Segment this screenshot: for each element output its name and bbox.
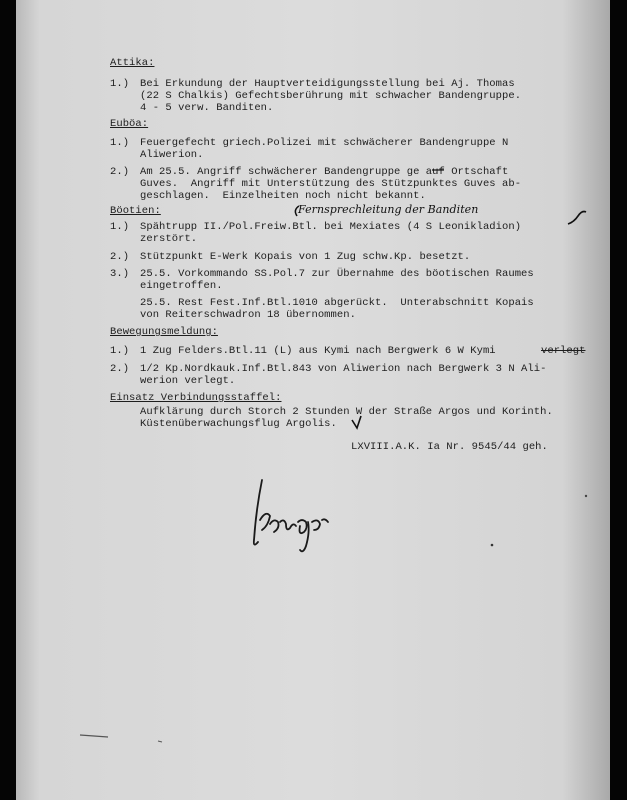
section-heading-boeotien: Böotien: — [110, 205, 161, 217]
section-heading-bewegung: Bewegungsmeldung: — [110, 326, 218, 338]
item-text: Küstenüberwachungsflug Argolis. — [140, 418, 337, 430]
item-text: 4 - 5 verw. Banditen. — [140, 102, 274, 114]
item-number: 2.) — [110, 166, 130, 178]
item-text: 1/2 Kp.Nordkauk.Inf.Btl.843 von Aliwerion nach Bergwerk 3 N Ali- — [140, 363, 547, 375]
item-number: 1.) — [110, 345, 130, 357]
item-number: 1.) — [110, 137, 130, 149]
item-text: Stützpunkt E-Werk Kopais von 1 Zug schw.Kp. besetzt. — [140, 251, 471, 263]
item-text: Spähtrupp II./Pol.Freiw.Btl. bei Mexiates (4 S Leonikladion) — [140, 221, 522, 233]
signature — [16, 0, 610, 800]
item-number: 2.) — [110, 251, 130, 263]
item-text: von Reiterschwadron 18 übernommen. — [140, 309, 356, 321]
item-text: eingetroffen. — [140, 280, 223, 292]
item-number: 1.) — [110, 78, 130, 90]
item-text: 1 Zug Felders.Btl.11 (L) aus Kymi nach Bergwerk 6 W Kymi — [140, 345, 496, 357]
item-text: zerstört. — [140, 233, 198, 245]
item-text: werion verlegt. — [140, 375, 236, 387]
item-number: 2.) — [110, 363, 130, 375]
item-text: Bei Erkundung der Hauptverteidigungsstellung bei Aj. Thomas — [140, 78, 515, 90]
item-text: 25.5. Vorkommando SS.Pol.7 zur Übernahme des böotischen Raumes — [140, 268, 534, 280]
item-text: Feuergefecht griech.Polizei mit schwächerer Bandengruppe N — [140, 137, 509, 149]
handwritten-insert: Fernsprechleitung der Banditen — [298, 203, 479, 216]
document-page — [16, 0, 610, 800]
item-number: 1.) — [110, 221, 130, 233]
item-text: Guves. Angriff mit Unterstützung des Stützpunktes Guves ab- — [140, 178, 522, 190]
item-text: Am 25.5. Angriff schwächerer Bandengruppe ge auf Ortschaft — [140, 166, 509, 178]
reference-number: LXVIII.A.K. Ia Nr. 9545/44 geh. — [351, 441, 548, 453]
section-heading-euboea: Euböa: — [110, 118, 149, 130]
item-number: 3.) — [110, 268, 130, 280]
item-text: geschlagen. Einzelheiten noch nicht bekannt. — [140, 190, 426, 202]
item-text: Aliwerion. — [140, 149, 204, 161]
item-text: 25.5. Rest Fest.Inf.Btl.1010 abgerückt. Unterabschnitt Kopais — [140, 297, 534, 309]
item-text: (22 S Chalkis) Gefechtsberührung mit schwacher Bandengruppe. — [140, 90, 522, 102]
item-text: Aufklärung durch Storch 2 Stunden W der Straße Argos und Korinth. — [140, 406, 553, 418]
section-heading-einsatz: Einsatz Verbindungsstaffel: — [110, 392, 282, 404]
section-heading-attika: Attika: — [110, 57, 155, 69]
struck-word: verlegt — [541, 345, 586, 357]
